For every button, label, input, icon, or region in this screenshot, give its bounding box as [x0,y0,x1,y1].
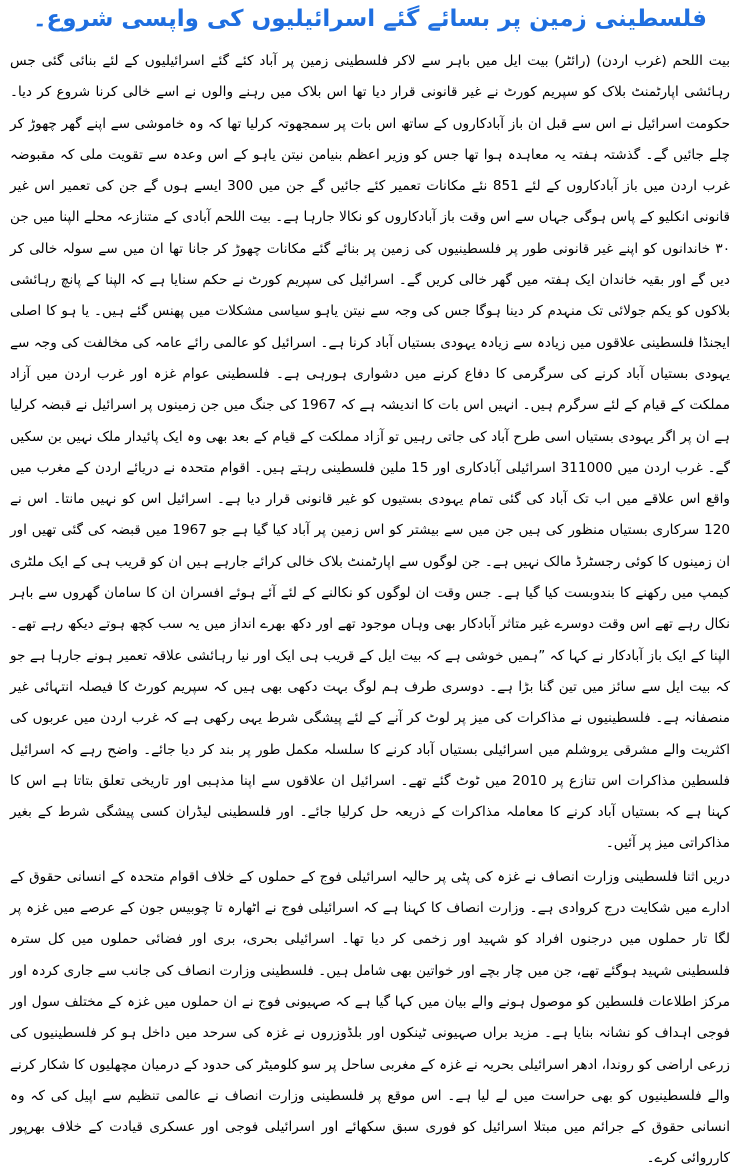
article-body [10,46,730,1175]
article-headline: فلسطینی زمین پر بسائے گئے اسرائیلیوں کی واپسی شروع۔ [33,6,707,32]
article-paragraph-2: دریں اثنا فلسطینی وزارت انصاف نے غزہ کی پٹی پر حالیہ اسرائیلی فوج کے حملوں کے خلاف اقوام متحدہ کے انسانی حقوق کے ادارے میں شکایت درج کروادی ہے۔ وزارت انصاف کا کہنا ہے کہ اسرائیلی فوج نے اٹھارہ تا چوبیس جون کے عرصے میں غزہ پر لگا تار حملوں میں درجنوں افراد کو شہید اور زخمی کر دیا تھا۔ اسرائیلی بحری، بری اور فضائی حملوں میں کل سترہ فلسطینی شہید ہوگئے تھے، جن میں چار بچے اور خواتین بھی شامل ہیں۔ فلسطینی وزارت انصاف کی جانب سے جاری کردہ اور مرکز اطلاعات فلسطین کو موصول ہونے والے بیان میں کہا گیا ہے کہ صہیونی فوج نے ان حملوں میں غزہ کے مختلف سول اور فوجی اہداف کو نشانہ بنایا ہے۔ مزید براں صہیونی ٹینکوں اور بلڈوزروں نے غزہ کی سرحد میں داخل ہو کر فلسطینیوں کی زرعی اراضی کو روندا، ادھر اسرائیلی بحریہ نے غزہ کے مغربی ساحل پر سو کلومیٹر کی حدود کے درمیان مچھلیوں کا شکار کرنے والے فلسطینیوں کو بھی حراست میں لے لیا ہے۔ اس موقع پر فلسطینی وزارت انصاف نے عالمی تنظیم سے اپیل کی کہ وہ انسانی حقوق کے جرائم میں مبتلا اسرائیل کو فوری سبق سکھائے اور اسرائیلی فوجی اور عسکری قیادت کے خلاف بھرپور کارروائی کرے۔ [10,868,730,1167]
article-paragraph-1: بیت اللحم (غرب اردن) (رائٹر) بیت ایل میں باہر سے لاکر فلسطینی زمین پر آباد کئے گئے اسرائیلیوں کے لئے بنائی گئی جس رہائشی اپارٹمنٹ بلاک کو سپریم کورٹ نے غیر قانونی قرار دیا تھا اس بلاک میں رہنے والوں نے اسے خالی کرنا شروع کر دیا۔ حکومت اسرائیل نے اس سے قبل ان باز آبادکاروں کے ساتھ اس بات پر سمجھوتہ کرلیا تھا کہ وہ خاموشی سے اپنے گھر چھوڑ کر چلے جائیں گے۔ گذشتہ ہفتہ یہ معاہدہ ہوا تھا جس کو وزیر اعظم بنیامن نیتن یاہو کے اس وعدہ سے تقویت ملی کہ مقبوضہ غرب اردن میں باز آبادکاروں کے لئے 851 نئے مکانات تعمیر کئے جائیں گے جن میں 300 ایسے ہوں گے جن کی تعمیر اس غیر قانونی انکلیو کے پاس ہوگی جہاں سے اس وقت باز آبادکاروں کو نکالا جارہا ہے۔ بیت اللحم آبادی کے متنازعہ محلے الپنا میں جن ۳۰ خاندانوں کو اپنے غیر قانونی طور پر فلسطینیوں کی زمین پر بنائے گئے مکانات چھوڑ کر جانا تھا ان میں سے سولہ خالی کر دیں گے اور بقیہ خاندان ایک ہفتہ میں گھر خالی کریں گے۔ اسرائیل کی سپریم کورٹ نے حکم سنایا ہے کہ الپنا کے پانچ رہائشی بلاکوں کو یکم جولائی تک منہدم کر دینا ہوگا جس کی وجہ سے نیتن یاہو سیاسی مشکلات میں پھنس گئے ہیں۔ یا ہو کا اصلی ایجنڈا فلسطینی علاقوں میں زیادہ سے زیادہ یہودی بستیاں آباد کرنا ہے۔ اسرائیل کو عالمی رائے عامہ کی مخالفت کی وجہ سے یہودی بستیاں آباد کرنے کی سرگرمی کا دفاع کرنے میں دشواری ہورہی ہے۔ فلسطینی عوام غزہ اور غرب اردن میں آزاد مملکت کے قیام کے لئے سرگرم ہیں۔ انہیں اس بات کا اندیشہ ہے کہ 1967 کی جنگ میں جن زمینوں پر اسرائیل نے قبضہ کرلیا ہے ان پر اگر یہودی بستیاں اسی طرح آباد کی جاتی رہیں تو آزاد مملکت کے قیام کے بعد بھی وہ ایک پائیدار ملک نہیں بن سکیں گے۔ غرب اردن میں 311000 اسرائیلی آبادکاری اور 15 ملین فلسطینی رہتے ہیں۔ اقوام متحدہ نے دریائے اردن کے مغرب میں واقع اس علاقے میں اب تک آباد کی گئی تمام یہودی بستیوں کو غیر قانونی قرار دیا ہے۔ اسرائیل اس کو نہیں مانتا۔ اس نے 120 سرکاری بستیاں منظور کی ہیں جن میں سے بیشتر کو اس زمین پر آباد کیا گیا ہے جو 1967 میں قبضہ کی گئی تھیں اور ان زمینوں کا کوئی رجسٹرڈ مالک نہیں ہے۔ جن لوگوں سے اپارٹمنٹ بلاک خالی کرائے جارہے ہیں ان کو قریب ہی کے ایک ملٹری کیمپ میں رکھنے کا بندوبست کیا گیا ہے۔ جس وقت ان لوگوں کو نکالنے کے لئے آئے ہوئے افسران ان کا سامان گھروں سے باہر نکال رہے تھے اس وقت دوسرے غیر متاثر آبادکار بھی وہاں موجود تھے اور دکھ بھرے انداز میں یہ سب کچھ ہوتے دیکھ رہے تھے۔ الپنا کے ایک باز آبادکار نے کہا کہ ”ہمیں خوشی ہے کہ بیت ایل کے قریب ہی ایک اور نیا رہائشی علاقہ تعمیر ہونے جارہا ہے جو کہ بیت ایل سے سائز میں تین گنا بڑا ہے۔ دوسری طرف ہم لوگ بہت دکھی بھی ہیں کہ سپریم کورٹ کا فیصلہ انتہائی غیر منصفانہ ہے۔ فلسطینیوں نے مذاکرات کی میز پر لوٹ کر آنے کے لئے پیشگی شرط یہی رکھی ہے کہ غرب اردن میں عربوں کی اکثریت والے مشرقی یروشلم میں اسرائیلی بستیاں آباد کرنے کا سلسلہ مکمل طور پر بند کر دیا جائے۔ واضح رہے کہ اسرائیل فلسطین مذاکرات اس تنازع پر 2010 میں ٹوٹ گئے تھے۔ اسرائیل ان علاقوں سے اپنا مذہبی اور تاریخی تعلق بتاتا ہے اس کا کہنا ہے کہ بستیاں آباد کرنے کا معاملہ مذاکرات کے ذریعہ حل کرلیا جائے۔ اور فلسطینی لیڈران کسی پیشگی شرط کے بغیر مذاکراتی میز پر آئیں۔ [10,53,730,852]
